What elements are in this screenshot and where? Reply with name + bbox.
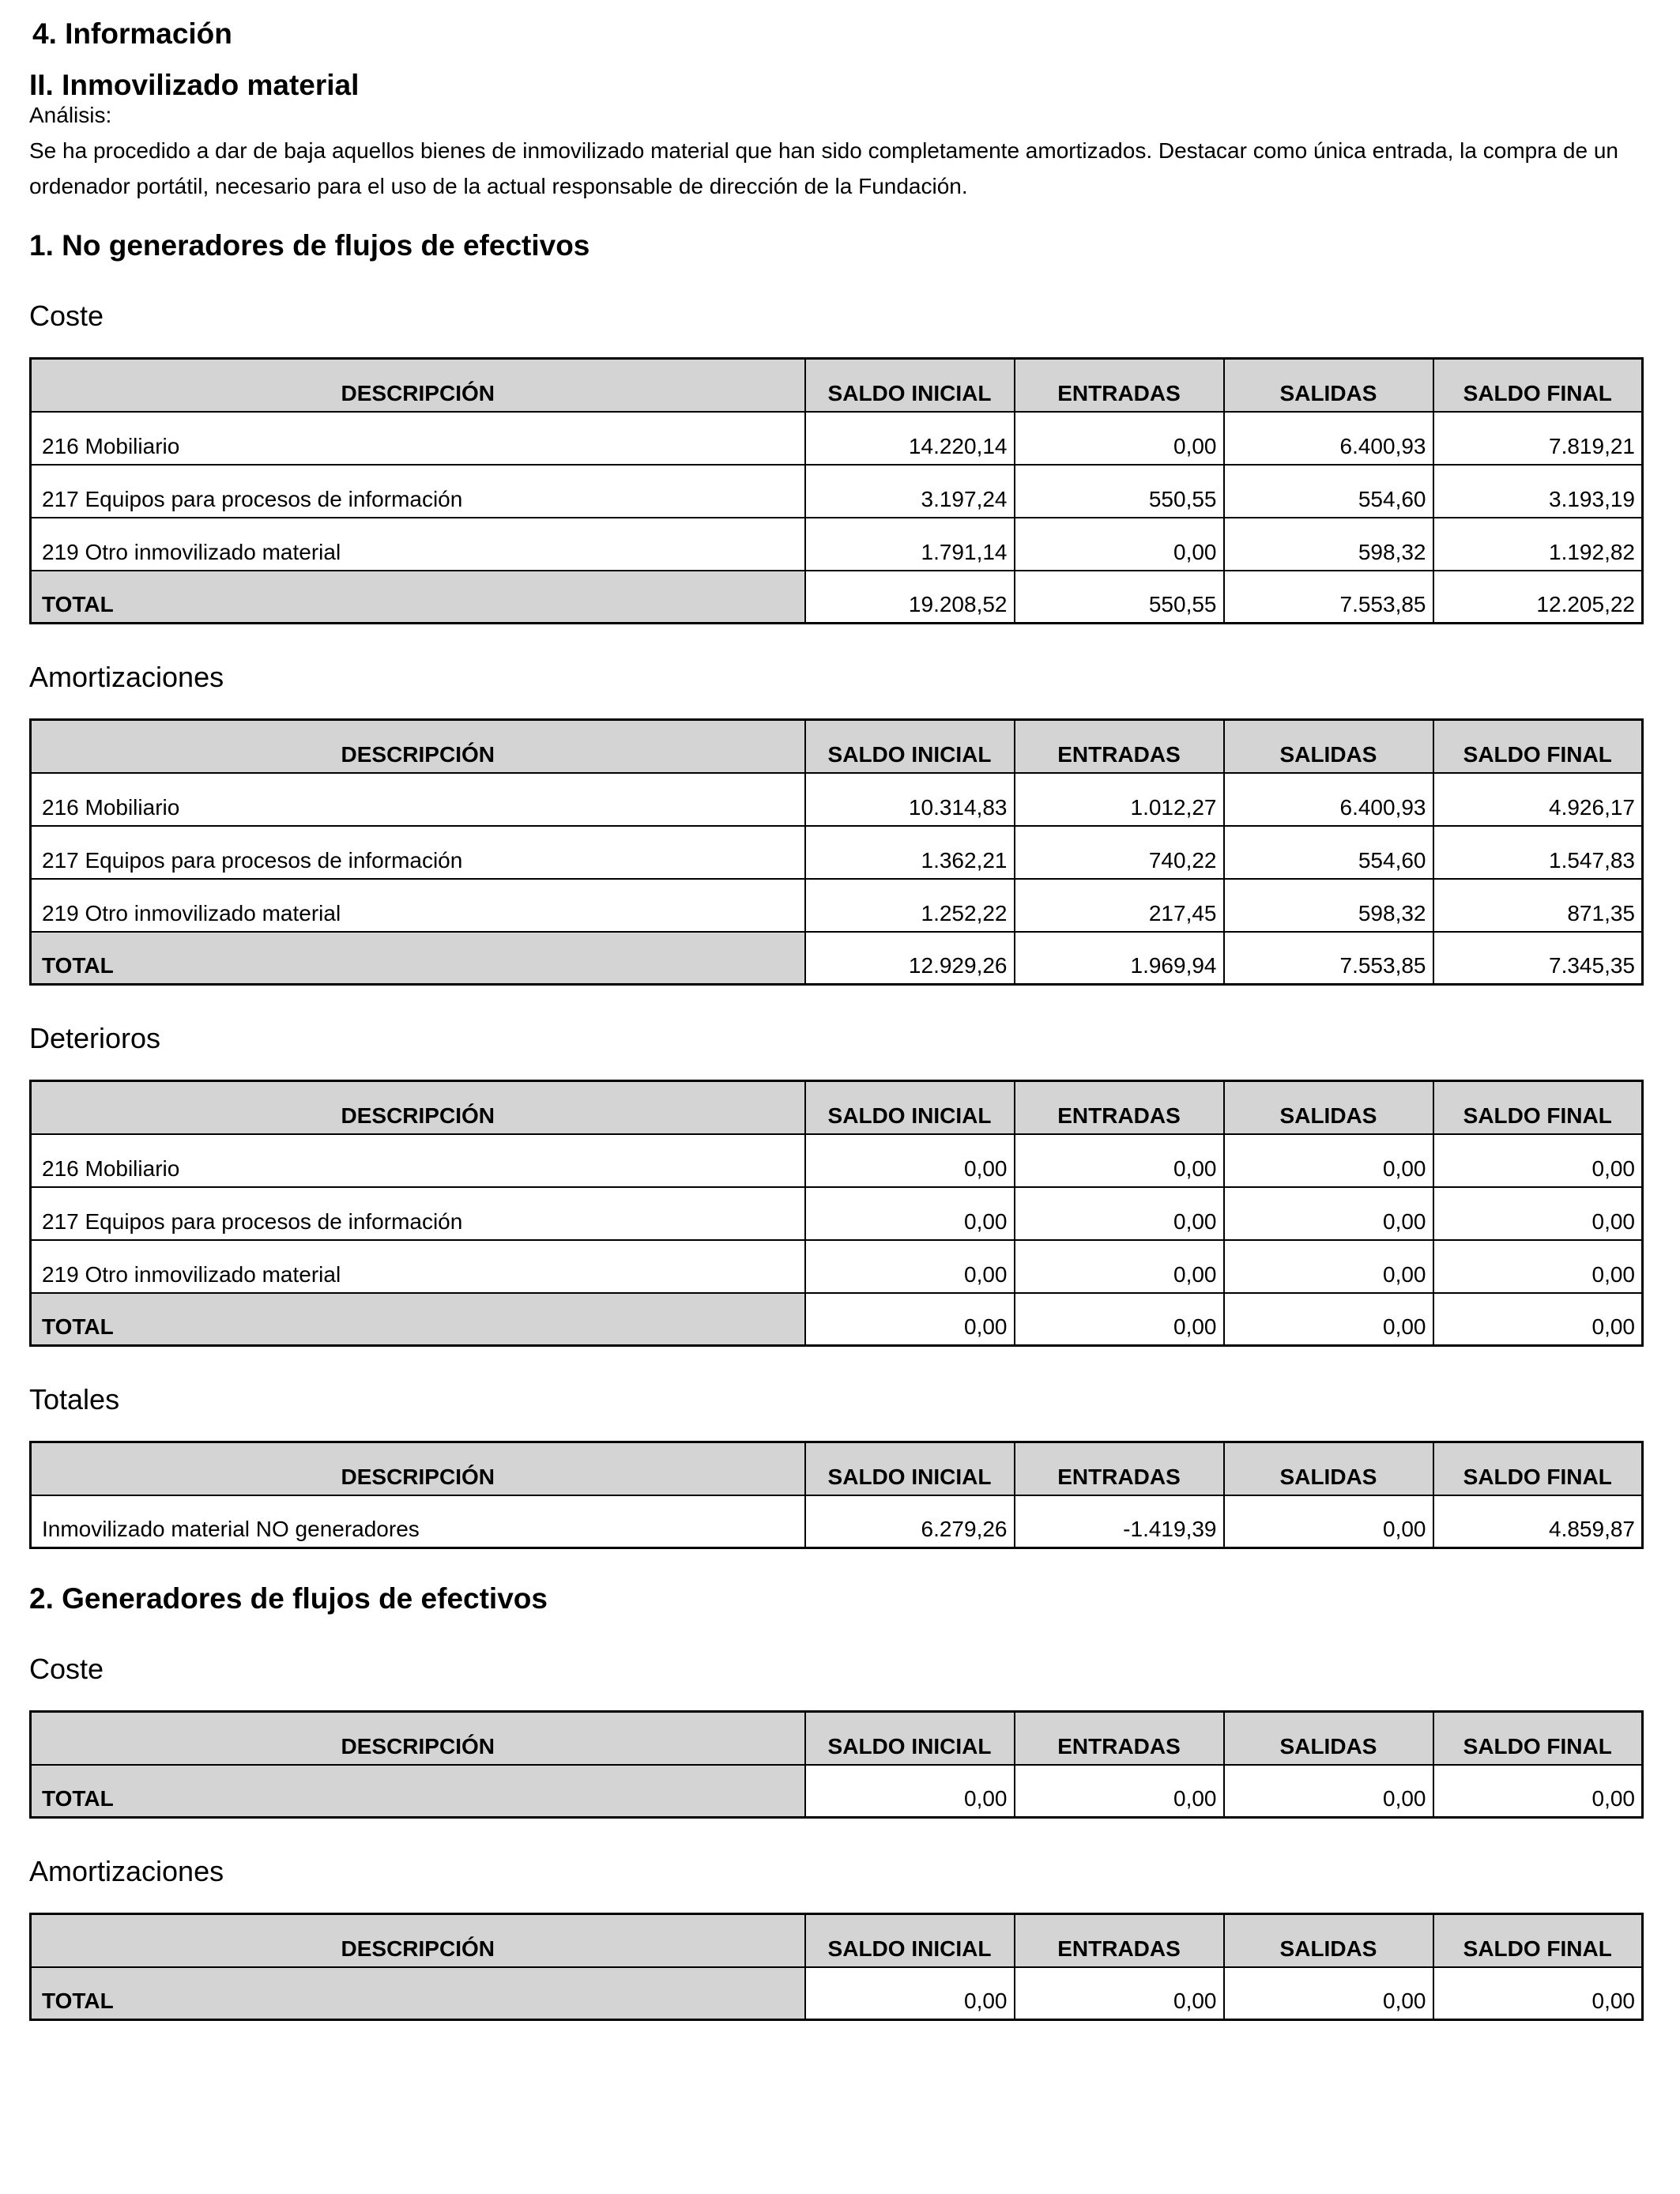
- column-header: ENTRADAS: [1015, 1081, 1224, 1134]
- table-row: [31, 1495, 1643, 1548]
- cell-value: 1.012,27: [1015, 773, 1224, 826]
- part1-totales-title: Totales: [29, 1383, 120, 1416]
- column-header: DESCRIPCIÓN: [31, 1442, 805, 1495]
- column-header: SALDO INICIAL: [805, 1914, 1015, 1967]
- table-row: [31, 773, 1643, 826]
- cell-value: 740,22: [1015, 826, 1224, 879]
- cell-value: 6.400,93: [1224, 773, 1433, 826]
- cell-value: 4.926,17: [1433, 773, 1643, 826]
- cell-value: 3.193,19: [1433, 465, 1643, 518]
- part2-title: 2. Generadores de flujos de efectivos: [29, 1582, 548, 1615]
- cell-value: 0,00: [1224, 1495, 1433, 1548]
- row-description: TOTAL: [31, 1293, 805, 1346]
- part1-totales-table: [29, 1441, 1644, 1549]
- cell-value: 0,00: [1433, 1187, 1643, 1240]
- cell-value: 0,00: [1015, 1134, 1224, 1187]
- table-header-row: [31, 359, 1643, 412]
- row-description: TOTAL: [31, 571, 805, 624]
- column-header: ENTRADAS: [1015, 1914, 1224, 1967]
- cell-value: 0,00: [1224, 1134, 1433, 1187]
- cell-value: 0,00: [1224, 1765, 1433, 1818]
- cell-value: 7.553,85: [1224, 932, 1433, 985]
- row-description: 217 Equipos para procesos de información: [31, 465, 805, 518]
- section-title: II. Inmovilizado material: [29, 69, 360, 101]
- column-header: SALDO INICIAL: [805, 720, 1015, 773]
- column-header: DESCRIPCIÓN: [31, 1081, 805, 1134]
- cell-value: 0,00: [1015, 412, 1224, 465]
- row-description: 216 Mobiliario: [31, 773, 805, 826]
- cell-value: 19.208,52: [805, 571, 1015, 624]
- analysis-label: Análisis:: [29, 103, 112, 127]
- table-row: [31, 412, 1643, 465]
- cell-value: 0,00: [805, 1293, 1015, 1346]
- column-header: SALDO INICIAL: [805, 1712, 1015, 1765]
- column-header: DESCRIPCIÓN: [31, 359, 805, 412]
- row-description: TOTAL: [31, 1967, 805, 2020]
- column-header: SALDO FINAL: [1433, 720, 1643, 773]
- cell-value: 7.553,85: [1224, 571, 1433, 624]
- cell-value: 0,00: [805, 1134, 1015, 1187]
- cell-value: 1.791,14: [805, 518, 1015, 571]
- cell-value: 598,32: [1224, 879, 1433, 932]
- row-description: 216 Mobiliario: [31, 412, 805, 465]
- column-header: ENTRADAS: [1015, 720, 1224, 773]
- column-header: SALDO FINAL: [1433, 359, 1643, 412]
- part2-coste-title: Coste: [29, 1653, 104, 1685]
- table-row: [31, 879, 1643, 932]
- part1-deterioros-title: Deterioros: [29, 1022, 161, 1054]
- row-description: 217 Equipos para procesos de información: [31, 826, 805, 879]
- cell-value: 1.969,94: [1015, 932, 1224, 985]
- cell-value: 10.314,83: [805, 773, 1015, 826]
- table-total-row: [31, 932, 1643, 985]
- cell-value: 554,60: [1224, 465, 1433, 518]
- column-header: SALIDAS: [1224, 1712, 1433, 1765]
- table-row: [31, 1240, 1643, 1293]
- column-header: DESCRIPCIÓN: [31, 1914, 805, 1967]
- table-total-row: [31, 1765, 1643, 1818]
- cell-value: 1.192,82: [1433, 518, 1643, 571]
- column-header: SALDO FINAL: [1433, 1442, 1643, 1495]
- cell-value: 0,00: [1015, 1187, 1224, 1240]
- cell-value: 3.197,24: [805, 465, 1015, 518]
- part2-coste-table: [29, 1710, 1644, 1819]
- part1-coste-table: [29, 357, 1644, 624]
- row-description: 219 Otro inmovilizado material: [31, 518, 805, 571]
- row-description: TOTAL: [31, 932, 805, 985]
- cell-value: 7.819,21: [1433, 412, 1643, 465]
- row-description: 219 Otro inmovilizado material: [31, 879, 805, 932]
- column-header: SALIDAS: [1224, 1914, 1433, 1967]
- cell-value: 0,00: [805, 1240, 1015, 1293]
- row-description: 216 Mobiliario: [31, 1134, 805, 1187]
- cell-value: 0,00: [1433, 1765, 1643, 1818]
- cell-value: 0,00: [1433, 1967, 1643, 2020]
- table-header-row: [31, 1442, 1643, 1495]
- cell-value: 1.362,21: [805, 826, 1015, 879]
- part1-amortizaciones-title: Amortizaciones: [29, 661, 224, 693]
- analysis-text: Se ha procedido a dar de baja aquellos bienes de inmovilizado material que han sido completamente amortizados. Destacar como única entrada, la compra de un ordenador portátil, necesario para el uso de la actual responsable de dirección de la Fundación.: [29, 138, 1618, 198]
- cell-value: 12.929,26: [805, 932, 1015, 985]
- cell-value: -1.419,39: [1015, 1495, 1224, 1548]
- part1-amortizaciones-table: [29, 718, 1644, 986]
- table-row: [31, 465, 1643, 518]
- cell-value: 0,00: [1015, 1293, 1224, 1346]
- document-page: [29, 14, 1641, 2021]
- cell-value: 554,60: [1224, 826, 1433, 879]
- column-header: SALIDAS: [1224, 359, 1433, 412]
- cell-value: 6.279,26: [805, 1495, 1015, 1548]
- cell-value: 7.345,35: [1433, 932, 1643, 985]
- table-total-row: [31, 1967, 1643, 2020]
- table-total-row: [31, 1293, 1643, 1346]
- row-description: TOTAL: [31, 1765, 805, 1818]
- cell-value: 0,00: [1015, 1240, 1224, 1293]
- table-total-row: [31, 571, 1643, 624]
- table-header-row: [31, 720, 1643, 773]
- column-header: SALDO INICIAL: [805, 359, 1015, 412]
- row-description: 219 Otro inmovilizado material: [31, 1240, 805, 1293]
- cell-value: 1.547,83: [1433, 826, 1643, 879]
- column-header: SALDO FINAL: [1433, 1914, 1643, 1967]
- cell-value: 217,45: [1015, 879, 1224, 932]
- table-row: [31, 1187, 1643, 1240]
- table-row: [31, 826, 1643, 879]
- part2-amortizaciones-table: [29, 1913, 1644, 2021]
- cell-value: 0,00: [1433, 1240, 1643, 1293]
- column-header: DESCRIPCIÓN: [31, 720, 805, 773]
- table-header-row: [31, 1712, 1643, 1765]
- table-row: [31, 1134, 1643, 1187]
- table-header-row: [31, 1914, 1643, 1967]
- table-header-row: [31, 1081, 1643, 1134]
- column-header: SALDO INICIAL: [805, 1442, 1015, 1495]
- part1-coste-title: Coste: [29, 300, 104, 332]
- cell-value: 0,00: [1224, 1240, 1433, 1293]
- column-header: ENTRADAS: [1015, 1712, 1224, 1765]
- cell-value: 1.252,22: [805, 879, 1015, 932]
- cell-value: 14.220,14: [805, 412, 1015, 465]
- cell-value: 871,35: [1433, 879, 1643, 932]
- page-heading: 4. Información: [32, 17, 232, 50]
- cell-value: 0,00: [805, 1967, 1015, 2020]
- column-header: ENTRADAS: [1015, 359, 1224, 412]
- table-row: [31, 518, 1643, 571]
- cell-value: 550,55: [1015, 465, 1224, 518]
- column-header: DESCRIPCIÓN: [31, 1712, 805, 1765]
- cell-value: 12.205,22: [1433, 571, 1643, 624]
- column-header: SALDO FINAL: [1433, 1712, 1643, 1765]
- column-header: SALDO FINAL: [1433, 1081, 1643, 1134]
- cell-value: 598,32: [1224, 518, 1433, 571]
- cell-value: 0,00: [1224, 1187, 1433, 1240]
- cell-value: 0,00: [1433, 1134, 1643, 1187]
- part1-deterioros-table: [29, 1080, 1644, 1347]
- column-header: ENTRADAS: [1015, 1442, 1224, 1495]
- column-header: SALIDAS: [1224, 720, 1433, 773]
- column-header: SALIDAS: [1224, 1442, 1433, 1495]
- part2-amortizaciones-title: Amortizaciones: [29, 1855, 224, 1887]
- cell-value: 0,00: [1224, 1967, 1433, 2020]
- column-header: SALIDAS: [1224, 1081, 1433, 1134]
- row-description: Inmovilizado material NO generadores: [31, 1495, 805, 1548]
- cell-value: 0,00: [1015, 1765, 1224, 1818]
- cell-value: 6.400,93: [1224, 412, 1433, 465]
- row-description: 217 Equipos para procesos de información: [31, 1187, 805, 1240]
- cell-value: 0,00: [805, 1187, 1015, 1240]
- cell-value: 0,00: [1224, 1293, 1433, 1346]
- cell-value: 550,55: [1015, 571, 1224, 624]
- cell-value: 4.859,87: [1433, 1495, 1643, 1548]
- part1-title: 1. No generadores de flujos de efectivos: [29, 229, 590, 262]
- cell-value: 0,00: [805, 1765, 1015, 1818]
- column-header: SALDO INICIAL: [805, 1081, 1015, 1134]
- cell-value: 0,00: [1433, 1293, 1643, 1346]
- cell-value: 0,00: [1015, 1967, 1224, 2020]
- cell-value: 0,00: [1015, 518, 1224, 571]
